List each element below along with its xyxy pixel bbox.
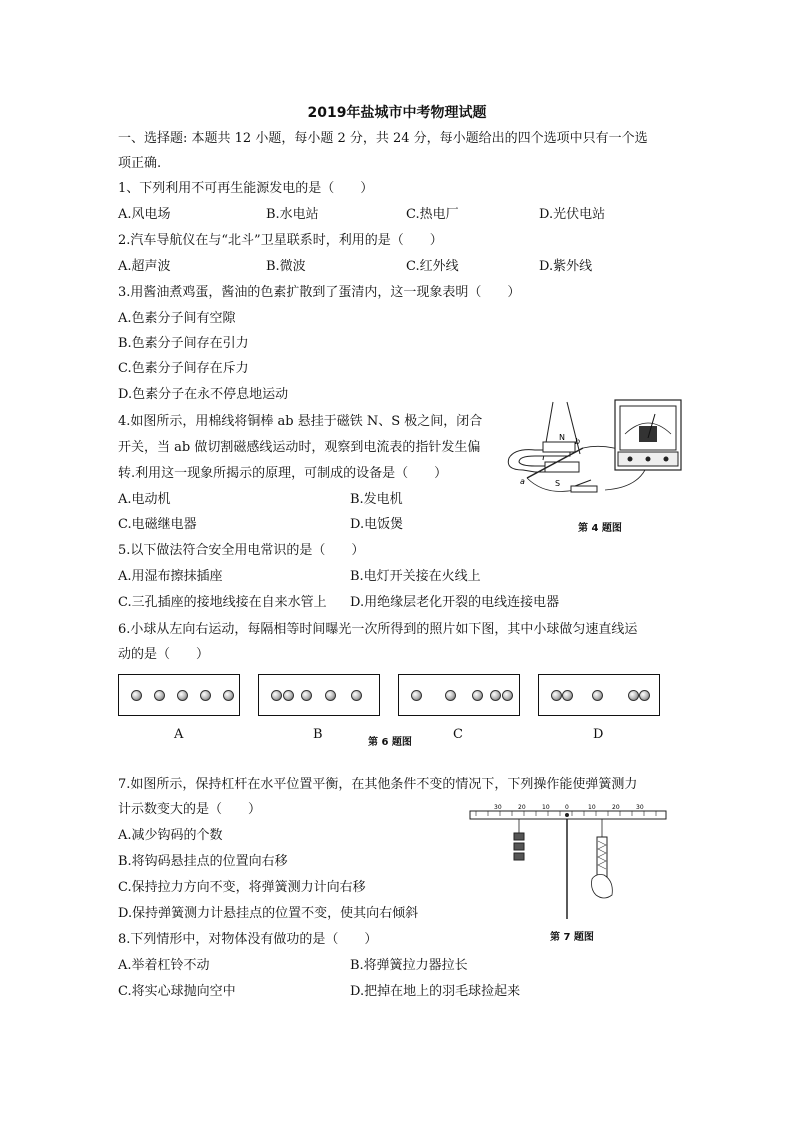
ball bbox=[445, 690, 456, 701]
q4-figure-caption: 第 4 题图 bbox=[578, 523, 622, 534]
ball bbox=[177, 690, 188, 701]
ball bbox=[411, 690, 422, 701]
q7-option-b: B.将钩码悬挂点的位置向右移 bbox=[118, 854, 288, 869]
terminal-middle bbox=[646, 457, 651, 462]
lever-tick-10-left: 10 bbox=[542, 804, 550, 811]
q4-stem-line3: 转.利用这一现象所揭示的原理，可制成的设备是（ ） bbox=[118, 466, 448, 481]
hook-weight bbox=[514, 843, 524, 850]
lever-tick-30-left: 30 bbox=[494, 804, 502, 811]
label-b: b bbox=[575, 437, 581, 446]
lever-tick-0: 0 bbox=[565, 804, 569, 811]
label-a: a bbox=[520, 477, 525, 486]
section-intro-cont: 项正确. bbox=[118, 156, 162, 171]
magnet-n-pole bbox=[543, 442, 575, 452]
ball bbox=[351, 690, 362, 701]
label-s: S bbox=[555, 479, 561, 488]
q8-option-a: A.举着杠铃不动 bbox=[118, 958, 210, 973]
q4-figure bbox=[505, 398, 685, 503]
q2-stem: 2.汽车导航仪在与“北斗”卫星联系时，利用的是（ ） bbox=[118, 233, 443, 248]
hook-weight bbox=[514, 833, 524, 840]
q1-option-b: B.水电站 bbox=[266, 207, 319, 222]
q7-option-a: A.减少钩码的个数 bbox=[118, 828, 223, 843]
ball bbox=[490, 690, 501, 701]
section-intro: 一、选择题: 本题共 12 小题，每小题 2 分，共 24 分，每小题给出的四个选项中只有一个选 bbox=[118, 131, 648, 146]
q6-label-c: C bbox=[453, 727, 463, 742]
q3-option-b: B.色素分子间存在引力 bbox=[118, 336, 249, 351]
ball bbox=[301, 690, 312, 701]
ball bbox=[502, 690, 513, 701]
q6-figure-caption: 第 6 题图 bbox=[368, 737, 412, 748]
ball bbox=[131, 690, 142, 701]
ball bbox=[223, 690, 234, 701]
ball bbox=[639, 690, 650, 701]
q8-option-c: C.将实心球抛向空中 bbox=[118, 984, 236, 999]
ammeter-mechanism bbox=[639, 426, 657, 442]
terminal-left bbox=[628, 457, 633, 462]
q5-stem: 5.以下做法符合安全用电常识的是（ ） bbox=[118, 543, 365, 558]
ball bbox=[271, 690, 282, 701]
q2-option-a: A.超声波 bbox=[118, 259, 171, 274]
ball bbox=[325, 690, 336, 701]
q6-photo-c bbox=[398, 674, 520, 716]
q4-option-c: C.电磁继电器 bbox=[118, 517, 197, 532]
q7-option-d: D.保持弹簧测力计悬挂点的位置不变，使其向右倾斜 bbox=[118, 906, 419, 921]
ball bbox=[628, 690, 639, 701]
ball bbox=[472, 690, 483, 701]
q2-option-c: C.红外线 bbox=[406, 259, 459, 274]
wire-right bbox=[605, 470, 645, 490]
q6-label-d: D bbox=[593, 727, 604, 742]
q4-option-a: A.电动机 bbox=[118, 492, 171, 507]
q5-option-a: A.用湿布擦抹插座 bbox=[118, 569, 223, 584]
q6-stem-line1: 6.小球从左向右运动，每隔相等时间曝光一次所得到的照片如下图，其中小球做匀速直线运 bbox=[118, 622, 638, 637]
q7-stem-line1: 7.如图所示，保持杠杆在水平位置平衡，在其他条件不变的情况下，下列操作能使弹簧测力 bbox=[118, 777, 638, 792]
q7-figure-caption: 第 7 题图 bbox=[550, 932, 594, 943]
q7-option-c: C.保持拉力方向不变，将弹簧测力计向右移 bbox=[118, 880, 366, 895]
lever-pivot bbox=[565, 813, 569, 817]
q3-stem: 3.用酱油煮鸡蛋，酱油的色素扩散到了蛋清内，这一现象表明（ ） bbox=[118, 285, 521, 300]
ball bbox=[562, 690, 573, 701]
q6-label-a: A bbox=[174, 727, 184, 742]
ball bbox=[592, 690, 603, 701]
q5-option-c: C.三孔插座的接地线接在自来水管上 bbox=[118, 595, 327, 610]
switch-lever bbox=[575, 480, 591, 486]
q5-option-d: D.用绝缘层老化开裂的电线连接电器 bbox=[350, 595, 560, 610]
q1-option-d: D.光伏电站 bbox=[539, 207, 606, 222]
q4-stem-line2: 开关，当 ab 做切割磁感线运动时，观察到电流表的指针发生偏 bbox=[118, 440, 481, 455]
ball bbox=[200, 690, 211, 701]
lever-tick-10-right: 10 bbox=[588, 804, 596, 811]
q1-stem: 1、下列利用不可再生能源发电的是（ ） bbox=[118, 181, 374, 196]
q7-figure bbox=[464, 803, 674, 921]
q5-option-b: B.电灯开关接在火线上 bbox=[350, 569, 481, 584]
label-n: N bbox=[559, 433, 565, 442]
q2-option-b: B.微波 bbox=[266, 259, 306, 274]
q8-option-b: B.将弹簧拉力器拉长 bbox=[350, 958, 468, 973]
ball bbox=[551, 690, 562, 701]
q6-stem-line2: 动的是（ ） bbox=[118, 647, 210, 662]
lever-tick-20-right: 20 bbox=[612, 804, 620, 811]
magnet-s-pole bbox=[545, 462, 579, 472]
q6-photo-b bbox=[258, 674, 380, 716]
ball bbox=[154, 690, 165, 701]
hand bbox=[592, 875, 613, 899]
q4-option-d: D.电饭煲 bbox=[350, 517, 404, 532]
q6-label-b: B bbox=[313, 727, 323, 742]
q6-photo-a bbox=[118, 674, 240, 716]
switch bbox=[571, 486, 597, 492]
hook-weight bbox=[514, 853, 524, 860]
q3-option-d: D.色素分子在永不停息地运动 bbox=[118, 387, 289, 402]
terminal-right bbox=[664, 457, 669, 462]
page-title: 2019年盐城市中考物理试题 bbox=[307, 105, 487, 121]
q3-option-c: C.色素分子间存在斥力 bbox=[118, 361, 249, 376]
q1-option-c: C.热电厂 bbox=[406, 207, 459, 222]
q8-option-d: D.把掉在地上的羽毛球捡起来 bbox=[350, 984, 521, 999]
q3-option-a: A.色素分子间有空隙 bbox=[118, 311, 236, 326]
q4-option-b: B.发电机 bbox=[350, 492, 403, 507]
lever-tick-30-right: 30 bbox=[636, 804, 644, 811]
q6-photo-d bbox=[538, 674, 660, 716]
q4-stem-line1: 4.如图所示，用棉线将铜棒 ab 悬挂于磁铁 N、S 极之间，闭合 bbox=[118, 414, 483, 429]
q7-stem-line2: 计示数变大的是（ ） bbox=[118, 802, 262, 817]
q8-stem: 8.下列情形中，对物体没有做功的是（ ） bbox=[118, 932, 378, 947]
q1-option-a: A.风电场 bbox=[118, 207, 171, 222]
q2-option-d: D.紫外线 bbox=[539, 259, 593, 274]
lever-tick-20-left: 20 bbox=[518, 804, 526, 811]
ball bbox=[283, 690, 294, 701]
